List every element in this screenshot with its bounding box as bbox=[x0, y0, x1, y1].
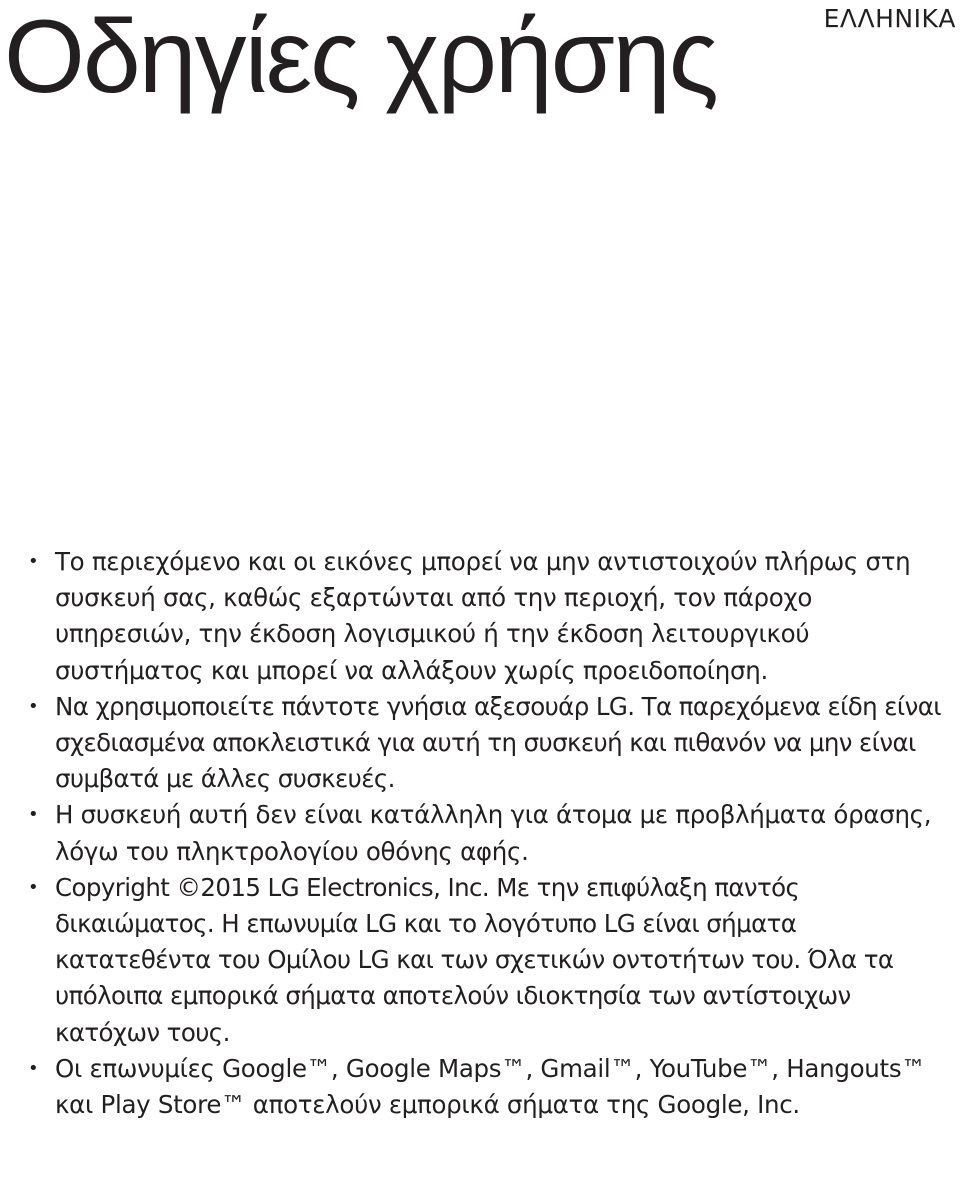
bullet-icon: • bbox=[28, 551, 39, 572]
page-title: Οδηγίες χρήσης bbox=[4, 0, 717, 115]
note-text: Το περιεχόμενο και οι εικόνες μπορεί να μην αντιστοιχούν πλήρως στη συσκευή σας, καθώς εξαρτώνται από την περιοχή, τον πάροχο υπηρεσιών, την έκδοση λογισμικού ή την έκδοση λειτουργικού συστήματος και μπορεί να αλλάξουν χωρίς προειδοποίηση. bbox=[55, 547, 911, 685]
list-item bbox=[22, 797, 942, 869]
bullet-icon: • bbox=[28, 876, 39, 898]
list-item bbox=[22, 870, 942, 1051]
notes-list bbox=[22, 544, 942, 1123]
note-text: Να χρησιμοποιείτε πάντοτε γνήσια αξεσουάρ LG. Τα παρεχόμενα είδη είναι σχεδιασμένα αποκλειστικά για αυτή τη συσκευή και πιθανόν να μην είναι συμβατά με άλλες συσκευές. bbox=[55, 691, 941, 794]
bullet-icon: • bbox=[28, 695, 39, 717]
note-text: Οι επωνυμίες Google™, Google Maps™, Gmail™, YouTube™, Hangouts™ και Play Store™ αποτελούν εμπορικά σήματα της Google, Inc. bbox=[55, 1053, 926, 1120]
list-item bbox=[22, 1051, 942, 1123]
list-item bbox=[22, 689, 942, 798]
bullet-icon: • bbox=[28, 1057, 39, 1079]
note-text: Η συσκευή αυτή δεν είναι κατάλληλη για άτομα με προβλήματα όρασης, λόγω του πληκτρολογίου οθόνης αφής. bbox=[55, 800, 932, 866]
list-item bbox=[22, 544, 942, 689]
bullet-icon: • bbox=[28, 804, 39, 826]
language-label: ΕΛΛΗΝΙΚΑ bbox=[823, 4, 956, 33]
note-text: Copyright ©2015 LG Electronics, Inc. Με την επιφύλαξη παντός δικαιώματος. Η επωνυμία LG και το λογότυπο LG είναι σήματα κατατεθέντα του Ομίλου LG και των σχετικών οντοτήτων του. Όλα τα υπόλοιπα εμπορικά σήματα αποτελούν ιδιοκτησία των αντίστοιχων κατόχων τους. bbox=[55, 872, 894, 1047]
